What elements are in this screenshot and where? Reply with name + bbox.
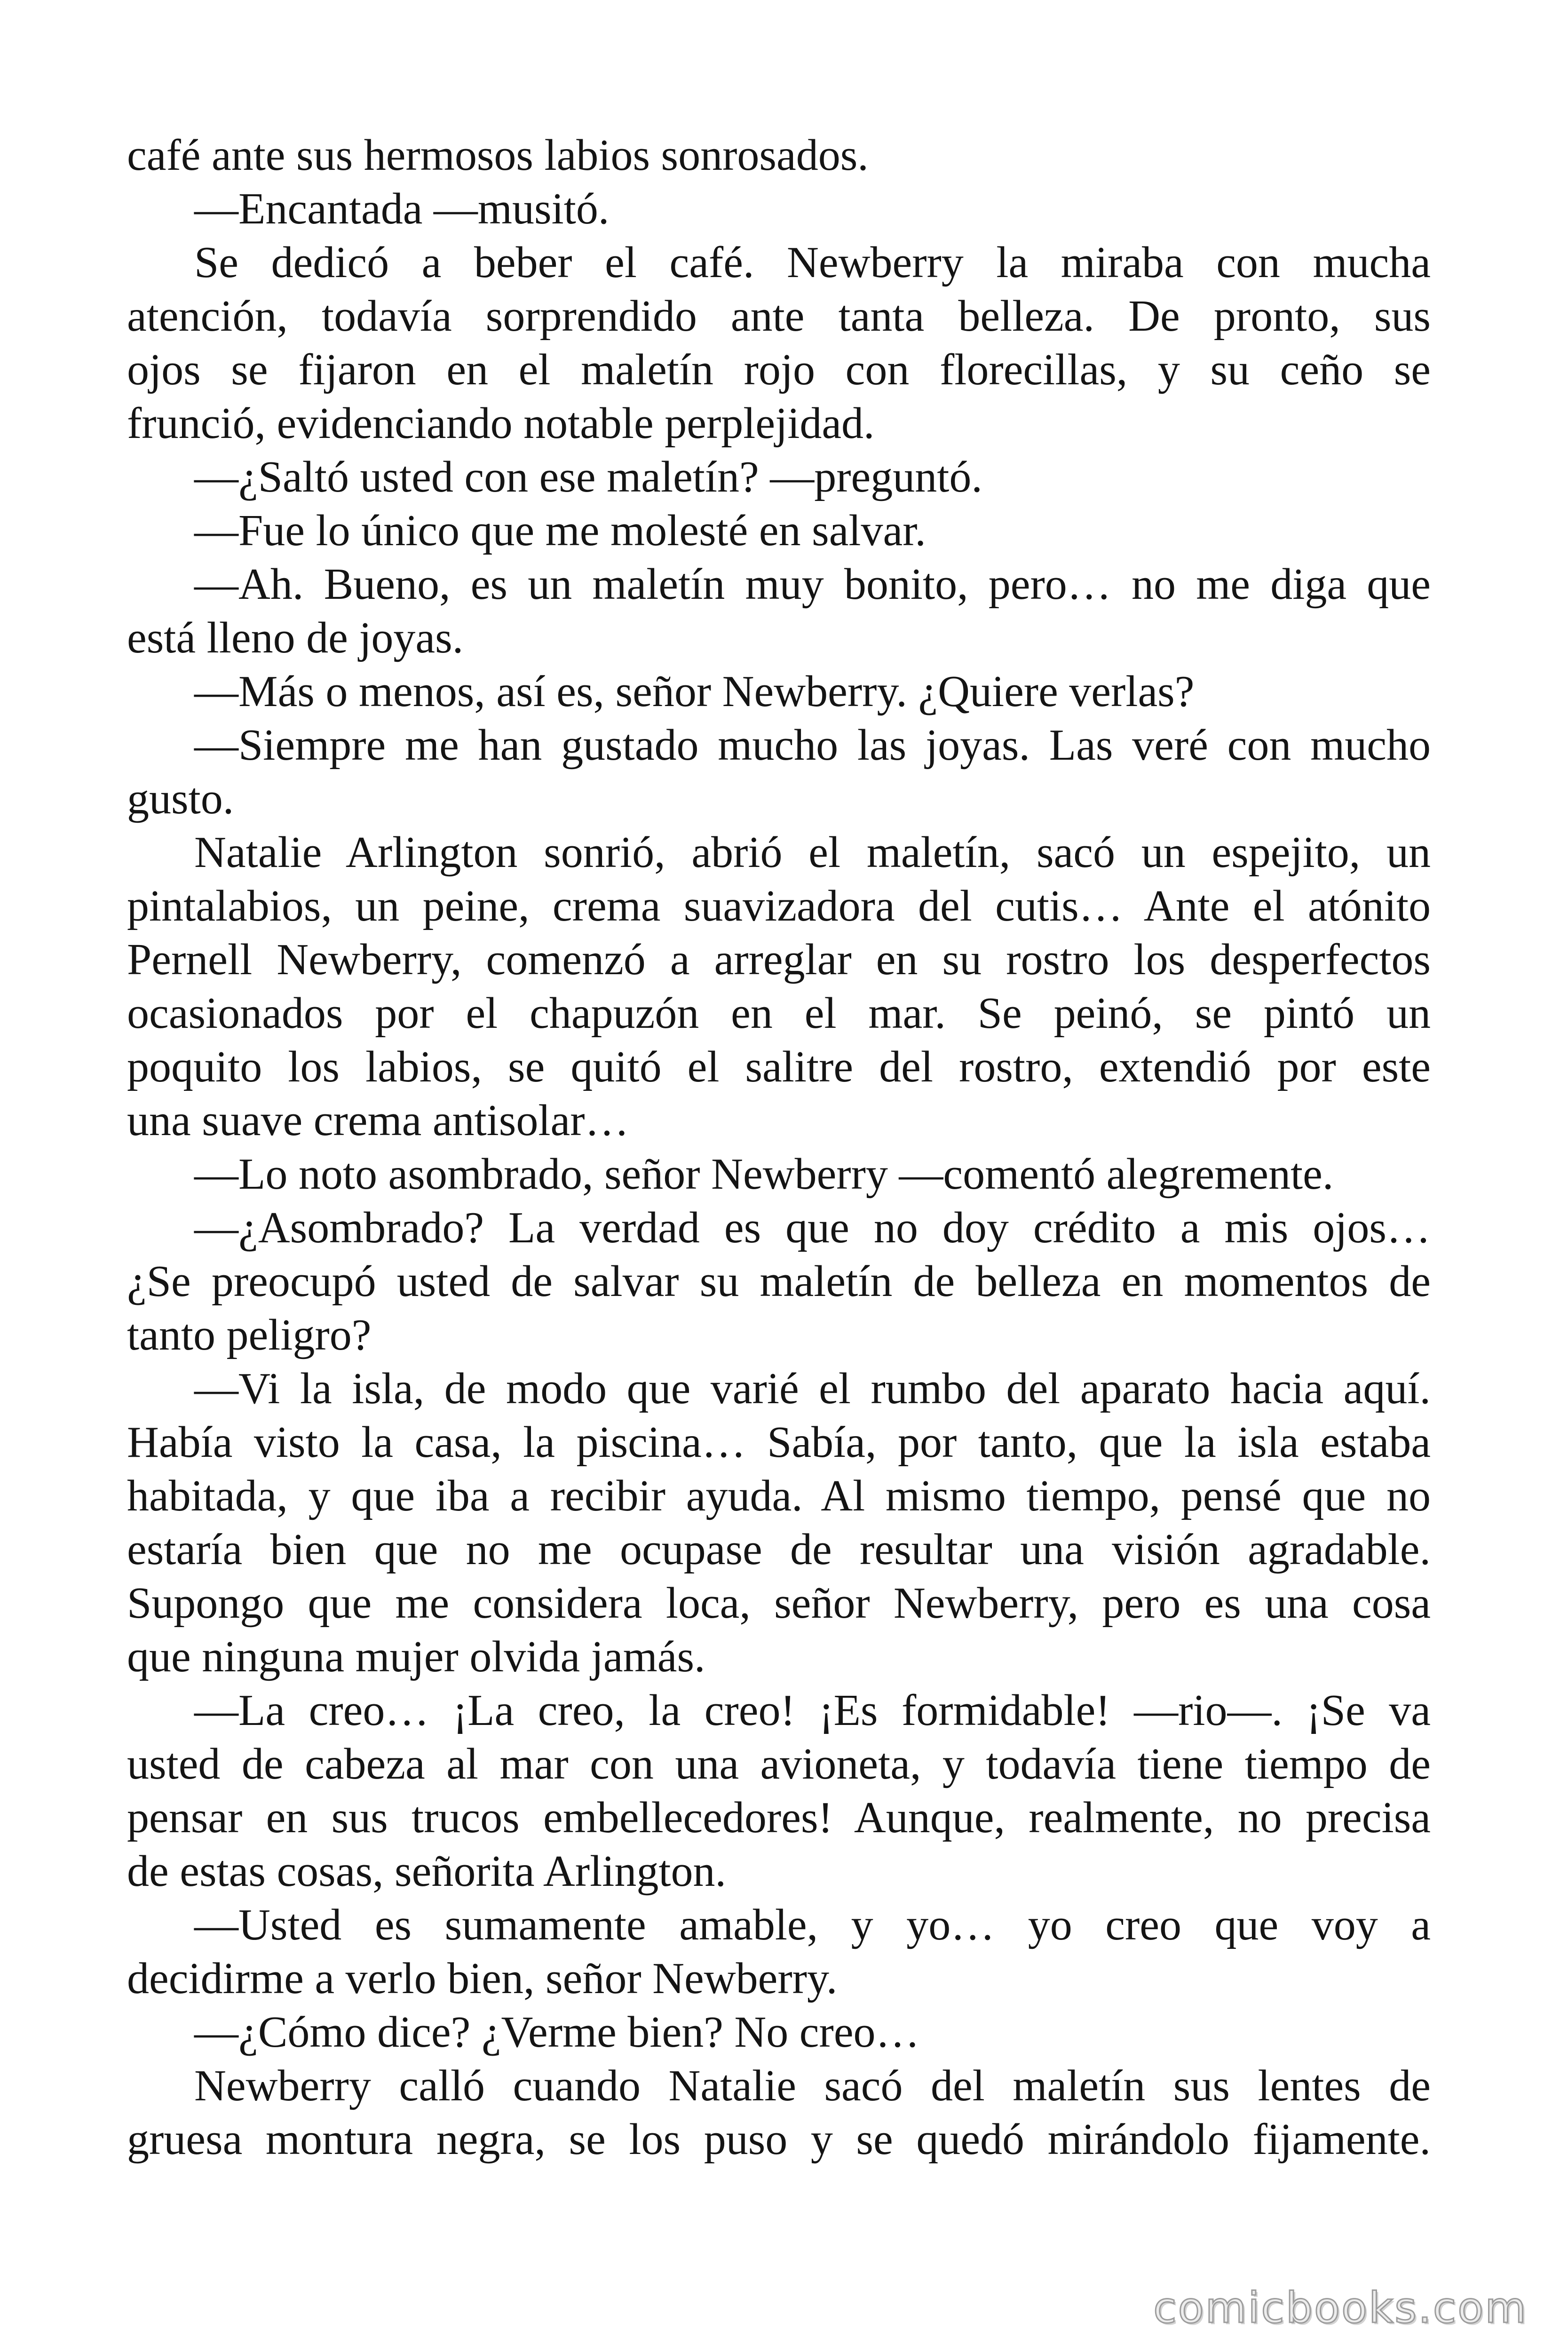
paragraph [127,1201,1431,1362]
text-line: usted de cabeza al mar con una avioneta, y todavía tiene tiempo de [127,1740,1431,1788]
text-line: gruesa montura negra, se los puso y se quedó mirándolo fijamente. [127,2115,1431,2164]
paragraph [127,718,1431,826]
text-line: —¿Asombrado? La verdad es que no doy crédito a mis ojos… [194,1203,1431,1252]
paragraph [127,1147,1431,1201]
text-line: —Usted es sumamente amable, y yo… yo creo que voy a [194,1900,1431,1949]
paragraph [127,182,1431,236]
text-line: ¿Se preocupó usted de salvar su maletín de belleza en momentos de [127,1257,1431,1306]
page-text [127,128,1431,2166]
text-line: —Ah. Bueno, es un maletín muy bonito, pero… no me diga que [194,560,1431,609]
paragraph [127,1898,1431,2005]
text-line: —Vi la isla, de modo que varié el rumbo del aparato hacia aquí. [194,1364,1431,1413]
text-line: atención, todavía sorprendido ante tanta belleza. De pronto, sus [127,292,1431,341]
text-line: café ante sus hermosos labios sonrosados. [127,131,869,180]
text-line: —La creo… ¡La creo, la creo! ¡Es formidable! —rio—. ¡Se va [194,1686,1431,1735]
paragraph [127,1362,1431,1684]
text-line: está lleno de joyas. [127,613,464,662]
text-line: —Encantada —musitó. [194,184,610,233]
paragraph [127,557,1431,665]
text-line: poquito los labios, se quitó el salitre del rostro, extendió por este [127,1042,1431,1091]
text-line: —¿Saltó usted con ese maletín? —preguntó. [194,453,982,501]
watermark-text: comicbooks.com [1153,2283,1528,2333]
text-line: frunció, evidenciando notable perplejidad. [127,399,875,448]
text-line: Se dedicó a beber el café. Newberry la miraba con mucha [194,238,1431,287]
paragraph [127,236,1431,450]
text-line: decidirme a verlo bien, señor Newberry. [127,1954,838,2003]
paragraph [127,504,1431,557]
text-line: —Siempre me han gustado mucho las joyas. Las veré con mucho [194,721,1431,770]
paragraph [127,2059,1431,2166]
text-line: de estas cosas, señorita Arlington. [127,1847,726,1896]
paragraph [127,128,1431,182]
text-line: Supongo que me considera loca, señor Newberry, pero es una cosa [127,1579,1431,1628]
text-line: que ninguna mujer olvida jamás. [127,1632,705,1681]
text-line: —Lo noto asombrado, señor Newberry —comentó alegremente. [194,1150,1334,1199]
text-line: gusto. [127,774,234,823]
text-line: Natalie Arlington sonrió, abrió el maletín, sacó un espejito, un [194,828,1431,877]
text-line: pintalabios, un peine, crema suavizadora del cutis… Ante el atónito [127,882,1431,930]
text-line: ojos se fijaron en el maletín rojo con florecillas, y su ceño se [127,345,1431,394]
text-line: Había visto la casa, la piscina… Sabía, por tanto, que la isla estaba [127,1418,1431,1467]
paragraph [127,826,1431,1147]
text-line: pensar en sus trucos embellecedores! Aunque, realmente, no precisa [127,1793,1431,1842]
paragraph [127,665,1431,718]
text-line: habitada, y que iba a recibir ayuda. Al mismo tiempo, pensé que no [127,1471,1431,1520]
text-line: Pernell Newberry, comenzó a arreglar en su rostro los desperfectos [127,935,1431,984]
text-line: ocasionados por el chapuzón en el mar. Se peinó, se pintó un [127,989,1431,1038]
paragraph [127,1684,1431,1898]
text-line: tanto peligro? [127,1311,372,1359]
text-line: estaría bien que no me ocupase de resultar una visión agradable. [127,1525,1431,1574]
text-line: Newberry calló cuando Natalie sacó del maletín sus lentes de [194,2061,1431,2110]
paragraph [127,2005,1431,2059]
text-line: —Fue lo único que me molesté en salvar. [194,506,926,555]
text-line: —Más o menos, así es, señor Newberry. ¿Quiere verlas? [194,667,1195,716]
text-line: una suave crema antisolar… [127,1096,629,1145]
text-line: —¿Cómo dice? ¿Verme bien? No creo… [194,2008,920,2057]
paragraph [127,450,1431,504]
